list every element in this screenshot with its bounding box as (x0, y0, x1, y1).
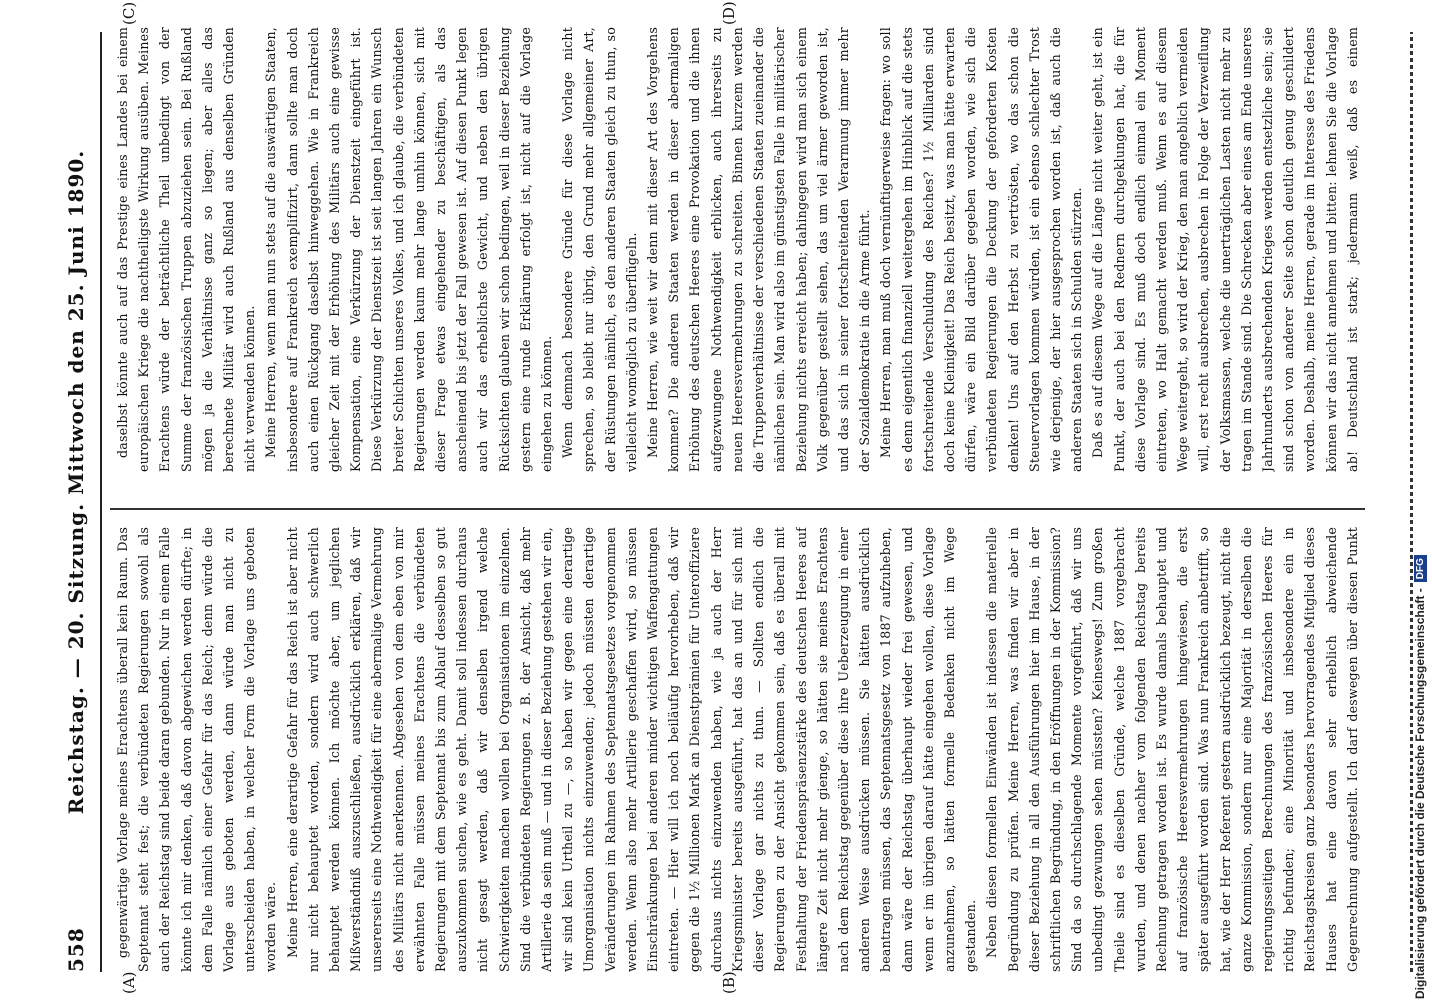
digitization-credit (1411, 0, 1429, 999)
page-number: 558 (64, 927, 88, 972)
margin-marker-b: (B) (720, 971, 738, 994)
paragraph: daselbst könnte auch auf das Prestige eines Landes bei einem europäischen Kriege die nachtheiligste Wirkung ausüben. Meines Erachtens würde der beträchtliche Theil unbedingt von der Summe der französischen Truppen abzuziehen sein. Bei Rußland mögen ja die Verhältnisse ganz so liegen; aber alles das berechnete Militär wird auch Rußland aus denselben Gründen nicht verwenden können. (115, 27, 258, 472)
margin-marker-a: (A) (120, 971, 138, 994)
paragraph: Meine Herren, wie weit wir denn mit dieser Art des Vorgehens kommen? Die anderen Staaten werden in dieser abermaligen Erhöhung des deutschen Heeres eine Provokation und die ihnen aufgezwungene Nothwendigkeit erblicken, auch ihrerseits zu neuen Heeresvermehrungen zu schreiten. Binnen kurzem werden die Truppenverhältnisse der verschiedenen Staaten zueinander die nämlichen sein. Man wird also im günstigsten Falle in militärischer Beziehung nichts erreicht haben; dahingegen wird man sich einem Volk gegenüber gestellt sehen, das um viel ärmer geworden ist, und das sich in seiner fortschreitenden Verarmung immer mehr der Sozialdemokratie in die Arme führt. (645, 27, 873, 472)
margin-marker-c: (C) (120, 1, 138, 25)
right-column (112, 27, 1362, 472)
column-divider (110, 508, 1365, 510)
paragraph: gegenwärtige Vorlage meines Erachtens überall kein Raum. Das Septennat steht fest; die verbündeten Regierungen sowohl als auch der Reichstag sind beide daran gebunden. Nur in einem Falle könnte ich mir denken, daß davon abgewichen werden dürfte; in dem Falle nämlich einer Gefahr für das Reich; denn würde die Vorlage aus geboten werden, dann würde man nicht zu unterscheiden haben, in welcher Form die Vorlage uns geboten worden wäre. (115, 527, 279, 972)
paragraph: Meine Herren, wenn man nun stets auf die auswärtigen Staaten, insbesondere auf Frankreich exemplifizirt, dann sollte man doch auch einen Rückgang daselbst hinweggehen. Wie in Frankreich gleicher Zeit mit der Erhöhung des Militärs auch eine gewisse Kompensation, eine Verkürzung der Dienstzeit eingeführt ist. Diese Verkürzung der Dienstzeit ist seit langen Jahren ein Wunsch breiter Schichten unseres Volkes, und ich glaube, die verbündeten Regierungen werden kaum mehr lange umhin können, sich mit dieser Frage etwas eingehender zu beschäftigen, als das anscheinend bis jetzt der Fall gewesen ist. Auf diesen Punkt legen auch wir das erheblichste Gewicht, und neben den übrigen Rücksichten glauben wir schon bedingen, weil in dieser Beziehung gestern eine runde Erklärung erfolgt ist, nicht auf die Vorlage eingehen zu können. (263, 27, 555, 472)
dfg-logo: DFG (1414, 555, 1427, 582)
credit-text: Digitalisierung gefördert durch die Deutsche Forschungsgemeinschaft - (1413, 588, 1427, 999)
paragraph: Meine Herren, eine derartige Gefahr für das Reich ist aber nicht nur nicht behauptet worden, sondern wird auch schwerlich behauptet werden können. Ich möchte aber, um jeglichen Mißverständniß auszuschließen, ausdrücklich erklären, daß wir unsererseits eine Nothwendigkeit für eine abermalige Vermehrung des Militärs nicht anerkennen. Abgesehen von dem eben von mir erwähnten Falle müssen meines Erachtens die verbündeten Regierungen mit dem Septennat bis zum Ablauf desselben so gut auszukommen suchen, wie es geht. Damit soll indessen durchaus nicht gesagt werden, daß wir denselben irgend welche Schwierigkeiten machen wollen bei Organisationen im einzelnen. Sind die verbündeten Regierungen z. B. der Ansicht, daß mehr Artillerie da sein muß — und in dieser Beziehung gestehen wir ein, wir sind kein Urtheil zu —, so haben wir gegen eine derartige Umorganisation nichts einzuwenden; jedoch müssten derartige Veränderungen im Rahmen des Septennatsgesetzes vorgenommen werden. Wenn also mehr Artillerie geschaffen wird, so müssen Einschränkungen bei anderen minder wichtigen Waffengattungen eintreten. — Hier will ich noch beiläufig hervorheben, daß wir gegen die 1½ Millionen Mark an Dienstprämien für Unteroffiziere durchaus nichts einzuwenden haben, wie ja auch der Herr Kriegsminister bereits ausgeführt, hat das an und für sich mit dieser Vorlage gar nichts zu thun. — Sollten endlich die Regierungen zu der Ansicht gekommen sein, daß es überall mit Festhaltung der Friedenspräsenzstärke des deutschen Heeres auf längere Zeit nicht mehr gienge, so hätten sie meines Erachtens nach dem Reichstag gegenüber diese ihre Ueberzeugung in einer anderen Weise ausdrücken müssen. Sie hätten ausdrücklich beantragen müssen, das Septennatsgesetz von 1887 aufzuheben, dann wäre der Reichstag überhaupt wieder frei gewesen, und wenn er im übrigen darauf hätte eingehen wollen, diese Vorlage anzunehmen, so hätten formelle Bedenken nicht im Wege gestanden. (284, 527, 979, 972)
page-title: Reichstag. — 20. Sitzung. Mittwoch den 25. Juni 1890. (64, 149, 88, 815)
paragraph: Daß es auf diesem Wege auf die Länge nicht weiter geht, ist ein Punkt, der auch bei den Rednern durchgeklungen hat, die für diese Vorlage sind. Es muß doch endlich einmal ein Moment eintreten, wo Halt gemacht werden muß. Wenn es auf diesem Wege weitergeht, so wird der Krieg, den man angeblich vermeiden will, erst recht ausbrechen, ausbrechen in Folge der Verzweiflung der Volksmassen, welche die unerträglichen Lasten nicht mehr zu tragen im Stande sind. Die Schrecken aber eines am Ende unseres Jahrhunderts ausbrechenden Krieges werden entsetzliche sein; sie sind schon von anderer Seite schon deutlich genug geschildert worden. Deshalb, meine Herren, gerade im Interesse des Friedens können wir das nicht annehmen und bitten: lehnen Sie die Vorlage ab! Deutschland ist stark; jedermann weiß, daß es einem (1090, 27, 1360, 472)
paragraph: Meine Herren, man muß doch vernünftigerweise fragen: wo soll es denn eigentlich finanziell weitergehen im Hinblick auf die stets fortschreitende Verschuldung des Reiches? 1½ Milliarden sind doch keine Kleinigkeit! Das Reich besitzt, was man hätte erwarten dürfen, wäre ein Bild darüber gegeben worden, wie sich die verbündeten Regierungen die Deckung der geforderten Kosten denken! Uns auf den Herbst zu vertrösten, wo das schon die Steuervorlagen kommen würden, ist ein ebenso schlechter Trost wie derjenige, der hier ausgesprochen worden ist, daß auch die anderen Staaten sich in Schulden stürzten. (878, 27, 1085, 472)
header-rule (100, 32, 102, 972)
paragraph: Neben diesen formellen Einwänden ist indessen die materielle Begründung zu prüfen. Meine Herren, was finden wir aber in dieser Beziehung in all den Ausführungen hier im Hause, in der schriftlichen Begründung, in den Eröffnungen in der Kommission? Sind da so durchschlagende Momente vorgeführt, daß wir uns unbedingt gezwungen sehen müssten? Keineswegs! Zum großen Theile sind es dieselben Gründe, welche 1887 vorgebracht wurden, und denen nachher vom folgenden Reichstag bereits Rechnung getragen worden ist. Es wurde damals behauptet und auf französische Heeresvermehrungen hingewiesen, die erst später ausgeführt worden sind. Was nun Frankreich anbetrifft, so hat, wie der Herr Referent gestern ausdrücklich bezeugt, nicht die ganze Kommission, sondern nur eine Majorität in derselben die regierungsseitigen Berechnungen des französischen Heeres für richtig befunden; eine Minorität und insbesondere ein in Reichstagskreisen ganz besonders hervorragendes Mitglied dieses Hauses hat eine davon sehr erheblich abweichende Gegenrechnung aufgestellt. Ich darf deswegen über diesen Punkt (984, 527, 1360, 972)
paragraph: Wenn demnach besondere Gründe für diese Vorlage nicht sprechen, so bleibt nur übrig, den Grund mehr allgemeiner Art, der Rüstungen nämlich, es den anderen Staaten gleich zu thun, so vielleicht womöglich zu überflügeln. (560, 27, 639, 472)
margin-marker-d: (D) (720, 1, 738, 25)
left-column (112, 527, 1362, 972)
page-header (58, 32, 98, 972)
